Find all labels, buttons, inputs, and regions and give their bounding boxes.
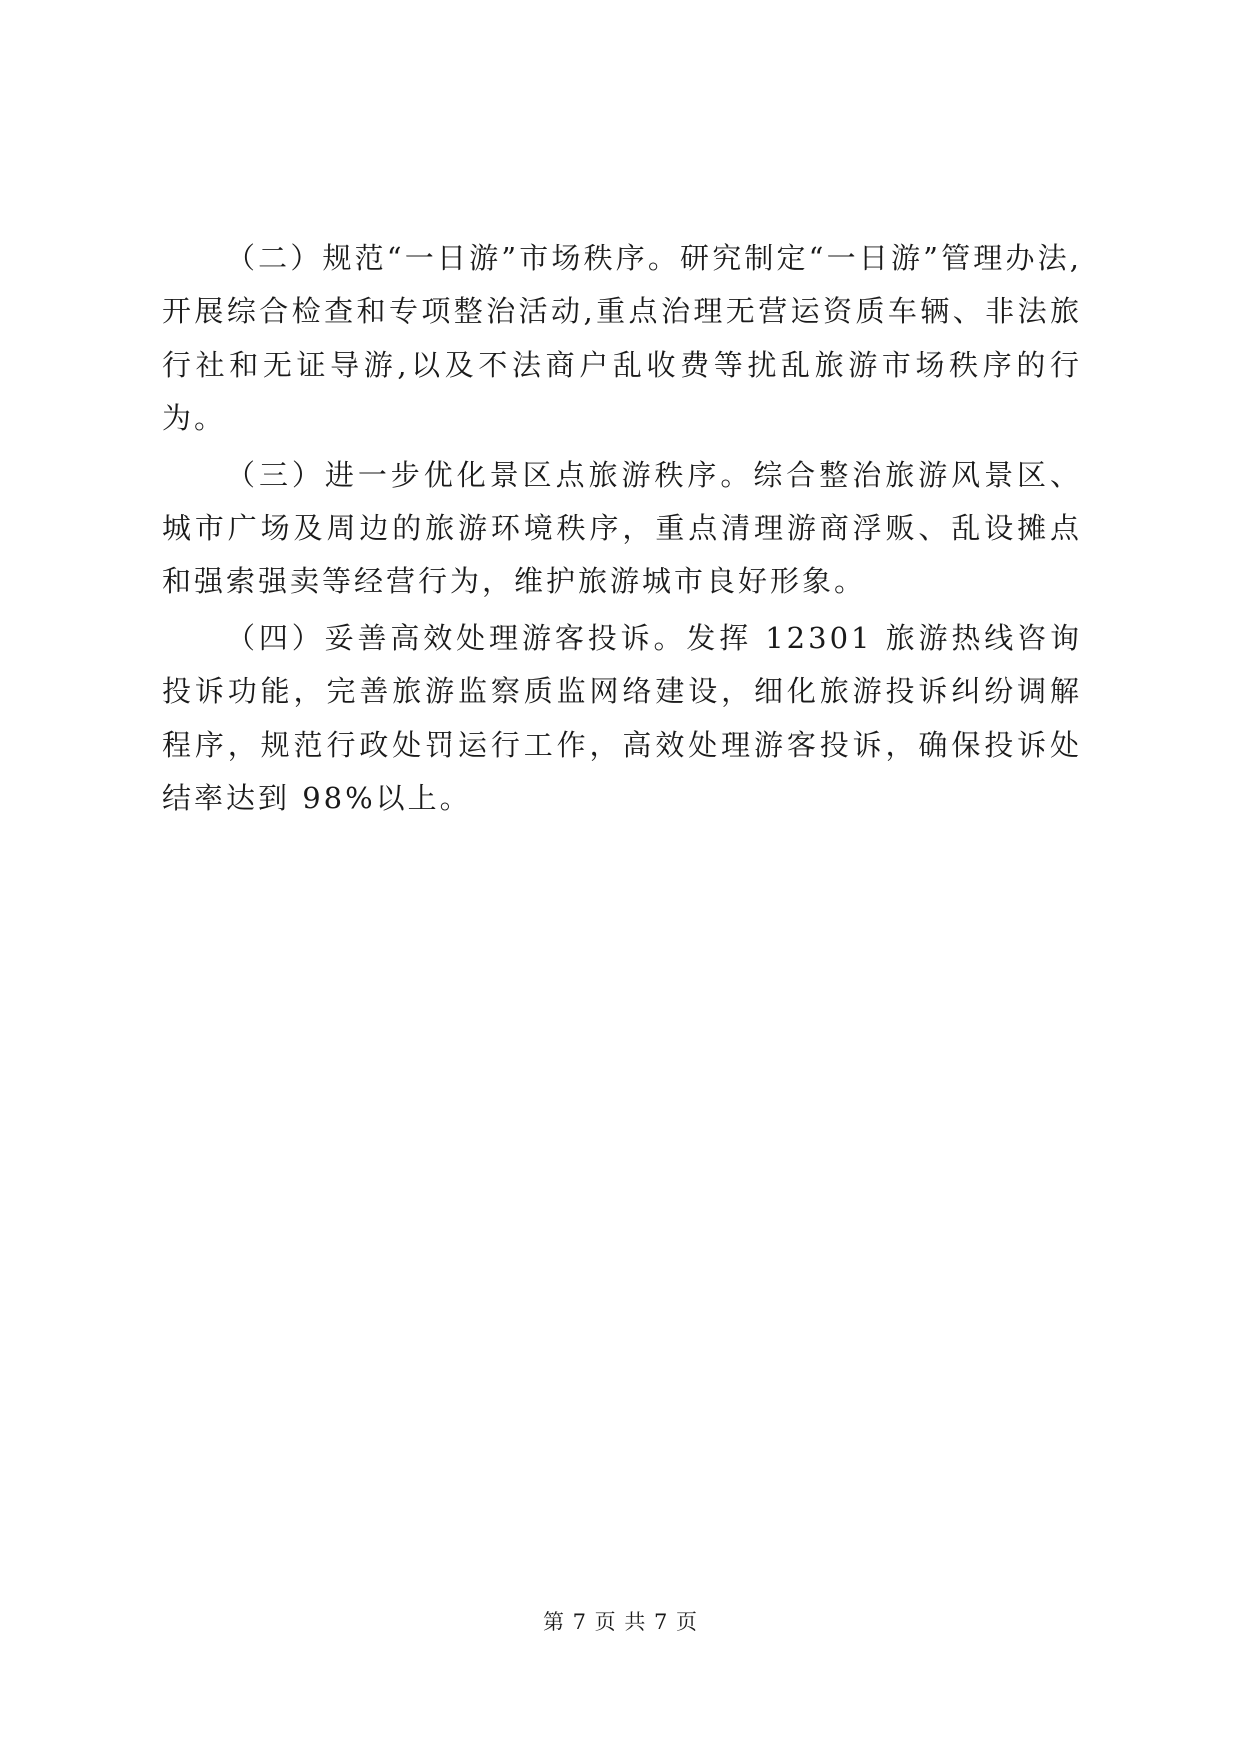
paragraph-regulate-day-tour-market: （二）规范“一日游”市场秩序。研究制定“一日游”管理办法,开展综合检查和专项整治活动,重点治理无营运资质车辆、非法旅行社和无证导游,以及不法商户乱收费等扰乱旅游市场秩序的行为。: [162, 241, 1082, 436]
paragraph-handle-tourist-complaints: （四）妥善高效处理游客投诉。发挥 12301 旅游热线咨询投诉功能，完善旅游监察质监网络建设，细化旅游投诉纠纷调解程序，规范行政处罚运行工作，高效处理游客投诉，确保投诉处结率达到 98%以上。: [162, 620, 1082, 816]
paragraph-optimize-scenic-order: （三）进一步优化景区点旅游秩序。综合整治旅游风景区、城市广场及周边的旅游环境秩序，重点清理游商浮贩、乱设摊点和强索强卖等经营行为，维护旅游城市良好形象。: [162, 457, 1082, 599]
page-number-footer: 第 7 页 共 7 页: [542, 1610, 699, 1634]
document-body: [162, 232, 1082, 828]
